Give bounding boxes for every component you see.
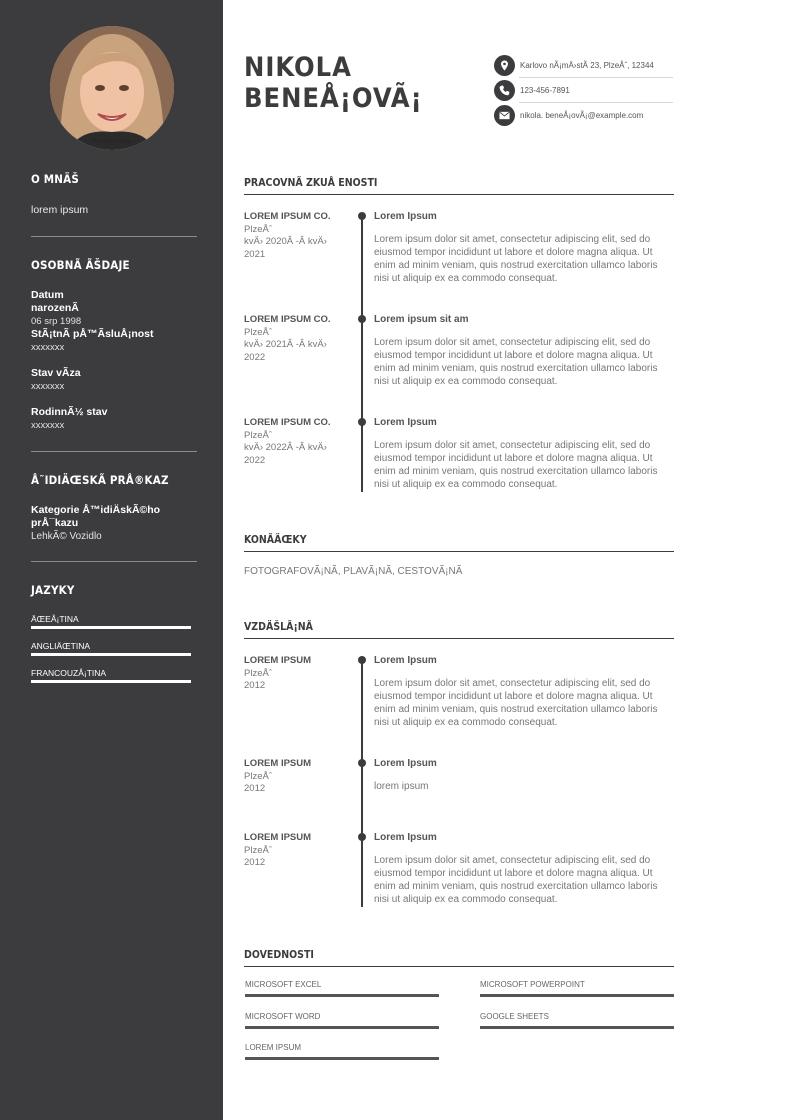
- education-meta: [244, 655, 349, 693]
- degree-title: Lorem Ipsum: [374, 832, 437, 843]
- education-heading: VZDÄŠLÃ¡NÃ: [244, 621, 674, 639]
- period: kvÄ› 2022Â -Â kvÄ›: [244, 442, 327, 453]
- school-name: LOREM IPSUM: [244, 758, 312, 769]
- graduation-year: 2012: [244, 783, 266, 794]
- education-detail: [374, 758, 674, 793]
- personal-item: [31, 367, 81, 393]
- degree-description: lorem ipsum: [374, 781, 429, 792]
- personal-heading: OSOBNÃ ÃŠDAJE: [31, 258, 130, 272]
- education-detail: [374, 832, 674, 906]
- license-heading: Å˜IDIÄŒSKÃ PRÅ®KAZ: [31, 473, 169, 487]
- language-name: ANGLIÄŒTINA: [31, 641, 91, 651]
- skill-level-bar: [480, 1026, 674, 1029]
- divider: [31, 236, 197, 237]
- personal-item: [31, 289, 114, 328]
- job-title: Lorem Ipsum: [374, 417, 437, 428]
- sidebar: [0, 0, 223, 1120]
- personal-label: Stav vÃza: [31, 367, 81, 379]
- job-description: Lorem ipsum dolor sit amet, consectetur adipiscing elit, sed do eiusmod tempor incididunt ut labore et dolore magna aliqua. Ut enim ad minim veniam, quis nostrud exercitation ullamco laboris nisi ut aliquip ex ea commodo consequat.: [374, 234, 658, 284]
- job-description: Lorem ipsum dolor sit amet, consectetur adipiscing elit, sed do eiusmod tempor incididunt ut labore et dolore magna aliqua. Ut enim ad minim veniam, quis nostrud exercitation ullamco laboris nisi ut aliquip ex ea commodo consequat.: [374, 337, 658, 387]
- license-value: LehkÃ© Vozidlo: [31, 531, 102, 542]
- degree-title: Lorem Ipsum: [374, 655, 437, 666]
- languages-heading: JAZYKY: [31, 583, 75, 597]
- education-meta: [244, 832, 349, 870]
- name-line-2: BENEÅ¡OVÃ¡: [244, 83, 423, 114]
- personal-value: xxxxxxx: [31, 381, 65, 392]
- contact-email: [494, 103, 674, 128]
- personal-item: [31, 406, 107, 432]
- school-city: PlzeÅˆ: [244, 667, 272, 679]
- hobbies-text: FOTOGRAFOVÃ¡NÃ, PLAVÃ¡NÃ, CESTOVÃ¡NÃ: [244, 566, 463, 577]
- personal-value: xxxxxxx: [31, 420, 65, 431]
- education-detail: [374, 655, 674, 729]
- skill-level-bar: [245, 1026, 439, 1029]
- experience-heading: PRACOVNÃ ZKUÅ ENOSTI: [244, 177, 674, 195]
- portrait-image: [50, 26, 174, 150]
- divider: [31, 561, 197, 562]
- skill-item: [245, 980, 439, 997]
- phone-text: 123-456-7891: [520, 86, 570, 95]
- about-text: lorem ipsum: [31, 204, 89, 216]
- skill-item: [245, 1012, 439, 1029]
- company-name: LOREM IPSUM CO.: [244, 314, 331, 325]
- school-name: LOREM IPSUM: [244, 655, 312, 666]
- language-name: FRANCOUZÅ¡TINA: [31, 668, 107, 678]
- skill-item: [480, 1012, 674, 1029]
- period: kvÄ› 2021Â -Â kvÄ›: [244, 339, 327, 350]
- timeline-line: [361, 216, 363, 492]
- license-label-line1: Kategorie Å™idiÄskÃ©ho: [31, 504, 161, 516]
- experience-detail: [374, 211, 674, 285]
- graduation-year: 2012: [244, 680, 266, 691]
- hobbies-heading: KONÃÄŒKY: [244, 534, 674, 552]
- envelope-icon: [494, 105, 515, 126]
- skill-level-bar: [245, 994, 439, 997]
- skill-name: LOREM IPSUM: [245, 1043, 302, 1052]
- skill-name: MICROSOFT EXCEL: [245, 980, 322, 989]
- skill-name: MICROSOFT POWERPOINT: [480, 980, 585, 989]
- degree-description: Lorem ipsum dolor sit amet, consectetur adipiscing elit, sed do eiusmod tempor incididunt ut labore et dolore magna aliqua. Ut enim ad minim veniam, quis nostrud exercitation ullamco laboris nisi ut aliquip ex ea commodo consequat.: [374, 855, 658, 905]
- language-level-bar: [31, 626, 191, 629]
- company-city: PlzeÅˆ: [244, 429, 272, 441]
- license-label-line2: prÅ¯kazu: [31, 517, 79, 529]
- language-item: [31, 641, 191, 656]
- address-text: Karlovo nÃ¡mÄ›stÃ 23, PlzeÅˆ, 12344: [520, 61, 654, 70]
- timeline-dot: [358, 418, 366, 426]
- job-title: Lorem ipsum sit am: [374, 314, 469, 325]
- skill-item: [245, 1043, 439, 1060]
- personal-item: [31, 328, 153, 354]
- skill-item: [480, 980, 674, 997]
- about-heading: O MNÄŠ: [31, 172, 80, 186]
- experience-meta: [244, 314, 349, 364]
- language-name: ÄŒEÅ¡TINA: [31, 614, 79, 624]
- license-item: [31, 504, 160, 543]
- school-city: PlzeÅˆ: [244, 844, 272, 856]
- period-end-year: 2022: [244, 351, 266, 363]
- timeline-line: [361, 660, 363, 907]
- personal-value: xxxxxxx: [31, 342, 65, 353]
- contact-phone: [494, 78, 674, 103]
- experience-meta: [244, 211, 349, 261]
- personal-label: StÃ¡tnÃ pÅ™ÃsluÅ¡nost: [31, 328, 154, 340]
- timeline-dot: [358, 212, 366, 220]
- profile-photo: [50, 26, 174, 150]
- job-title: Lorem Ipsum: [374, 211, 437, 222]
- company-city: PlzeÅˆ: [244, 223, 272, 235]
- name-line-1: NIKOLA: [244, 52, 352, 83]
- timeline-dot: [358, 833, 366, 841]
- degree-description: Lorem ipsum dolor sit amet, consectetur adipiscing elit, sed do eiusmod tempor incididunt ut labore et dolore magna aliqua. Ut enim ad minim veniam, quis nostrud exercitation ullamco laboris nisi ut aliquip ex ea commodo consequat.: [374, 678, 658, 728]
- language-level-bar: [31, 680, 191, 683]
- company-city: PlzeÅˆ: [244, 326, 272, 338]
- period-end-year: 2022: [244, 454, 266, 466]
- experience-detail: [374, 314, 674, 388]
- location-pin-icon: [494, 55, 515, 76]
- skill-name: GOOGLE SHEETS: [480, 1012, 549, 1021]
- contact-address: [494, 53, 674, 78]
- experience-detail: [374, 417, 674, 491]
- personal-label: RodinnÃ½ stav: [31, 406, 108, 418]
- language-item: [31, 668, 191, 683]
- job-description: Lorem ipsum dolor sit amet, consectetur adipiscing elit, sed do eiusmod tempor incididunt ut labore et dolore magna aliqua. Ut enim ad minim veniam, quis nostrud exercitation ullamco laboris nisi ut aliquip ex ea commodo consequat.: [374, 440, 658, 490]
- skill-name: MICROSOFT WORD: [245, 1012, 321, 1021]
- education-meta: [244, 758, 349, 796]
- company-name: LOREM IPSUM CO.: [244, 211, 331, 222]
- school-city: PlzeÅˆ: [244, 770, 272, 782]
- company-name: LOREM IPSUM CO.: [244, 417, 331, 428]
- experience-meta: [244, 417, 349, 467]
- candidate-name: [244, 52, 423, 114]
- personal-value: 06 srp 1998: [31, 316, 82, 327]
- language-item: [31, 614, 191, 629]
- skill-level-bar: [480, 994, 674, 997]
- divider: [31, 451, 197, 452]
- graduation-year: 2012: [244, 857, 266, 868]
- skill-level-bar: [245, 1057, 439, 1060]
- degree-title: Lorem Ipsum: [374, 758, 437, 769]
- period: kvÄ› 2020Â -Â kvÄ›: [244, 236, 327, 247]
- personal-label: Datum narozenÃ: [31, 289, 79, 314]
- phone-icon: [494, 80, 515, 101]
- timeline-dot: [358, 315, 366, 323]
- school-name: LOREM IPSUM: [244, 832, 312, 843]
- timeline-dot: [358, 656, 366, 664]
- skills-heading: DOVEDNOSTI: [244, 949, 674, 967]
- timeline-dot: [358, 759, 366, 767]
- photo-watermark: Pro-person-dove: [93, 139, 131, 145]
- language-level-bar: [31, 653, 191, 656]
- period-end-year: 2021: [244, 248, 266, 260]
- email-text: nikola. beneÅ¡ovÃ¡@example.com: [520, 111, 644, 120]
